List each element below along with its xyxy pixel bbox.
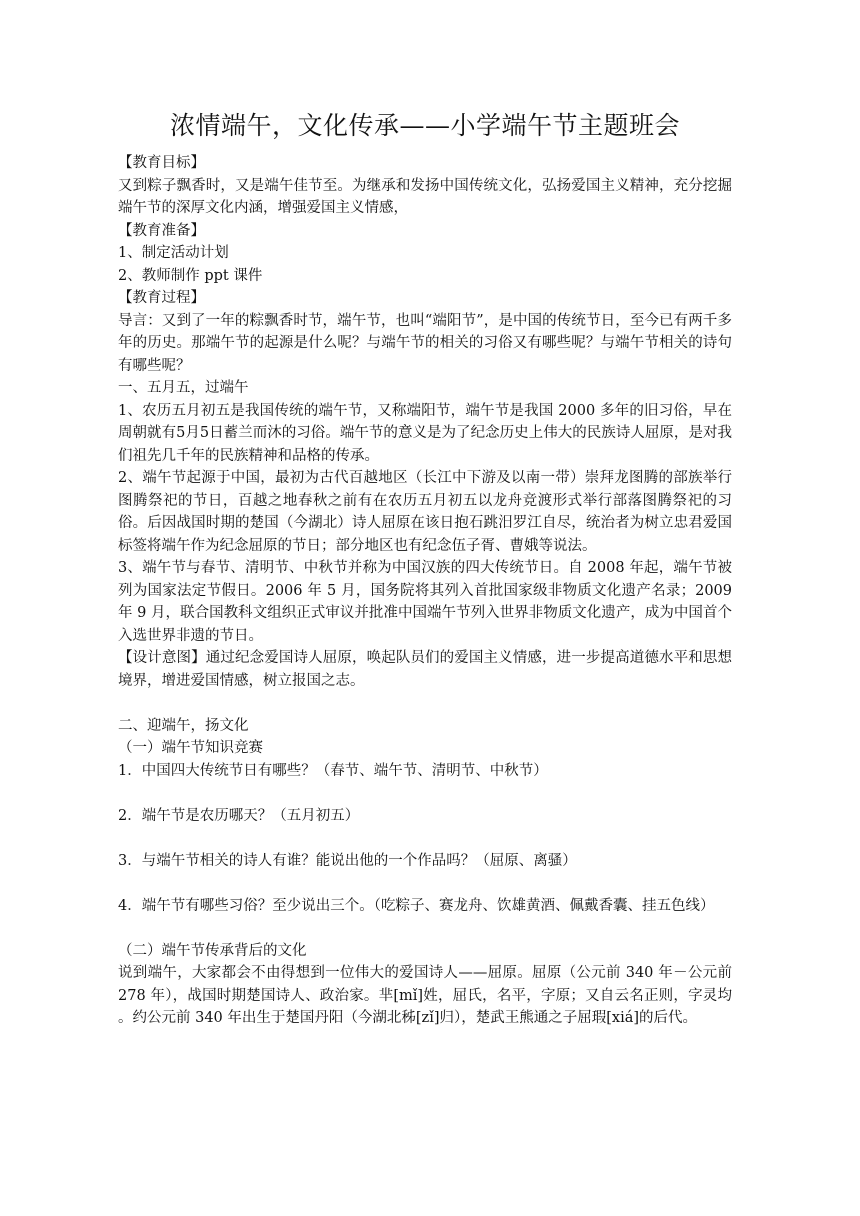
- document-title: 浓情端午，文化传承——小学端午节主题班会: [169, 111, 680, 140]
- paragraph: 1．中国四大传统节日有哪些？（春节、端午节、清明节、中秋节）: [118, 762, 548, 779]
- paragraph: 一、五月五，过端午: [118, 380, 249, 396]
- document-body: [118, 152, 732, 1030]
- paragraph: 二、迎端午，扬文化: [118, 717, 249, 734]
- paragraph: 4．端午节有哪些习俗？至少说出三个。（吃粽子、赛龙舟、饮雄黄酒、佩戴香囊、挂五色线）: [118, 897, 715, 914]
- paragraph: 3．与端午节相关的诗人有谁？能说出他的一个作品吗？（屈原、离骚）: [118, 852, 577, 869]
- paragraph: 又到粽子飘香时，又是端午佳节至。为继承和发扬中国传统文化，弘扬爱国主义精神，充分挖掘端午节的深厚文化内涵，增强爱国主义情感，: [118, 177, 732, 216]
- blank-line: [118, 917, 732, 940]
- blank-line: [118, 827, 732, 850]
- blank-line: [118, 692, 732, 715]
- paragraph: 1、制定活动计划: [118, 245, 229, 261]
- paragraph: 【教育目标】: [118, 155, 205, 171]
- paragraph: 说到端午，大家都会不由得想到一位伟大的爱国诗人——屈原。屈原（公元前 340 年－公元前 278 年），战国时期楚国诗人、政治家。芈[mǐ]姓，屈氏，名平，字原；又自云名正则，字灵均 。约公元前 340 年出生于楚国丹阳（今湖北秭[zǐ]归），楚武王熊通之子屈瑕[xiá]的后代。: [118, 965, 732, 1026]
- paragraph: （一）端午节知识竞赛: [118, 740, 263, 756]
- document-page: [118, 108, 732, 1030]
- blank-line: [118, 782, 732, 805]
- paragraph: 2．端午节是农历哪天？（五月初五）: [118, 807, 360, 824]
- paragraph: 2、教师制作 ppt 课件: [118, 267, 263, 284]
- paragraph: （二）端午节传承背后的文化: [118, 942, 307, 959]
- paragraph: 【教育过程】: [118, 290, 205, 306]
- paragraph: 1、农历五月初五是我国传统的端午节，又称端阳节，端午节是我国 2000 多年的旧习俗，早在周朝就有5月5日蓄兰而沐的习俗。端午节的意义是为了纪念历史上伟大的民族诗人屈原，是对我们祖先几千年的民族精神和品格的传承。: [118, 402, 732, 464]
- paragraph: 【教育准备】: [118, 222, 205, 239]
- paragraph: 3、端午节与春节、清明节、中秋节并称为中国汉族的四大传统节日。自 2008 年起，端午节被列为国家法定节假日。2006 年 5 月，国务院将其列入首批国家级非物质文化遗产名录；2009 年 9 月，联合国教科文组织正式审议并批准中国端午节列入世界非物质文化遗产，成为中国首个入选世界非遗的节日。: [118, 560, 732, 644]
- blank-line: [118, 872, 732, 895]
- paragraph: 导言：又到了一年的粽飘香时节，端午节，也叫“端阳节”，是中国的传统节日，至今已有两千多年的历史。那端午节的起源是什么呢？与端午节的相关的习俗又有哪些呢？与端午节相关的诗句有哪些呢？: [118, 312, 732, 374]
- paragraph: 【设计意图】通过纪念爱国诗人屈原，唤起队员们的爱国主义情感，进一步提高道德水平和思想境界，增进爱国情感，树立报国之志。: [118, 650, 732, 689]
- paragraph: 2、端午节起源于中国，最初为古代百越地区（长江中下游及以南一带）崇拜龙图腾的部族举行图腾祭祀的节日，百越之地春秋之前有在农历五月初五以龙舟竞渡形式举行部落图腾祭祀的习俗。后因战国时期的楚国（今湖北）诗人屈原在该日抱石跳汨罗江自尽，统治者为树立忠君爱国标签将端午作为纪念屈原的节日；部分地区也有纪念伍子胥、曹娥等说法。: [118, 470, 732, 554]
